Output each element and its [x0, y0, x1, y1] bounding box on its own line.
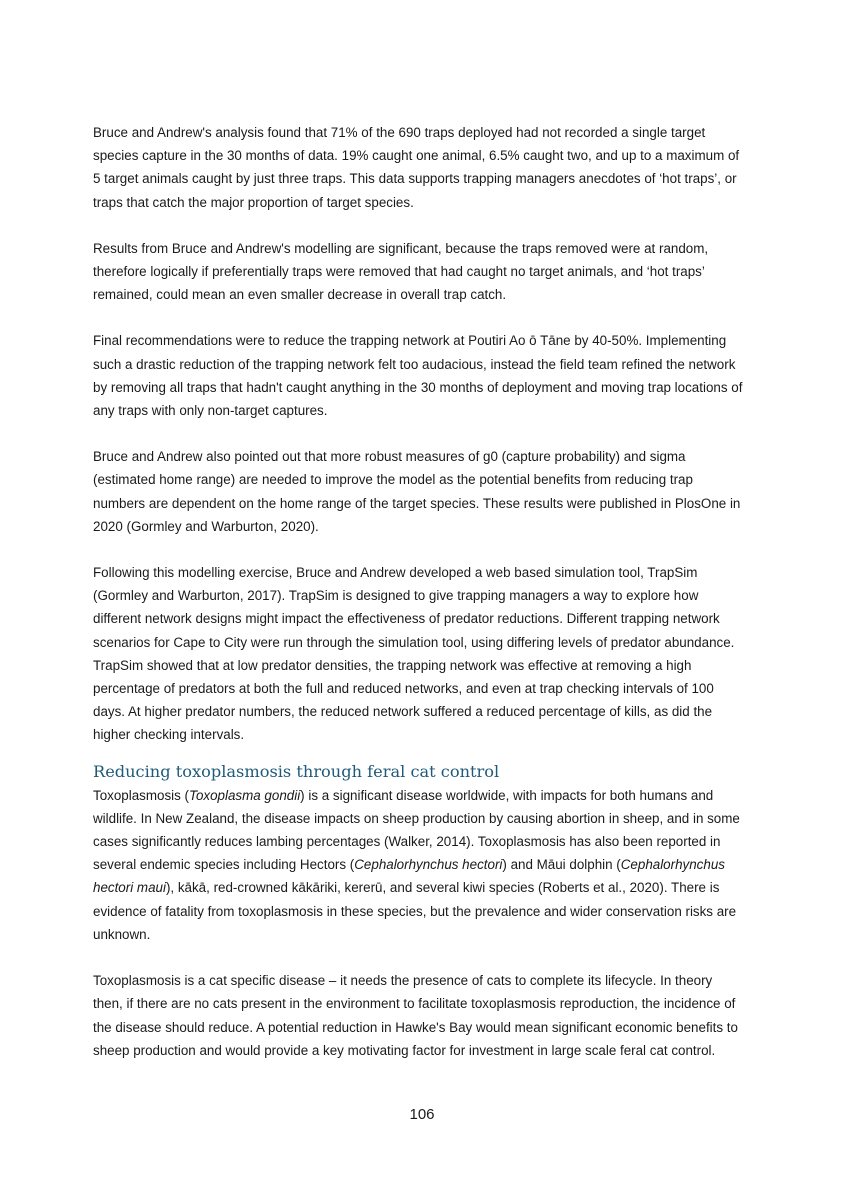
species-name-italic: Cephalorhynchus hectori — [354, 857, 503, 873]
section-paragraph-1 — [93, 784, 745, 946]
text-segment: ) and Māui dolphin ( — [502, 857, 621, 873]
paragraph-1-text: Bruce and Andrew's analysis found that 71% of the 690 traps deployed had not recorded a single target species capture in the 30 months of data. 19% caught one animal, 6.5% caught two, and up to a maximum of 5 target animals caught by just three traps. This data supports trapping managers anecdotes of ‘hot traps’, or traps that catch the major proportion of target species. — [93, 125, 740, 210]
paragraph-3-text: Final recommendations were to reduce the trapping network at Poutiri Ao ō Tāne by 40-50%. Implementing such a drastic reduction of the trapping network felt too audacious, instead the field team refined the network by removing all traps that hadn't caught anything in the 30 months of deployment and moving trap locations of any traps with only non-target captures. — [93, 333, 743, 419]
paragraph-4 — [93, 445, 745, 538]
document-page — [93, 121, 745, 1085]
paragraph-3 — [93, 329, 745, 422]
species-name-italic: Cephalorhynchus hectori maui — [93, 857, 725, 896]
body-paragraphs — [93, 121, 745, 747]
text-segment: Toxoplasmosis is a cat specific disease – it needs the presence of cats to complete its lifecycle. In theory then, if there are no cats present in the environment to facilitate toxoplasmosis reproduction, the incidence of the disease should reduce. A potential reduction in Hawke's Bay would mean significant economic benefits to sheep production and would provide a key motivating factor for investment in large scale feral cat control. — [93, 973, 738, 1058]
paragraph-1 — [93, 121, 745, 214]
section-heading: Reducing toxoplasmosis through feral cat control — [93, 761, 500, 781]
page-number: 106 — [409, 1106, 435, 1123]
paragraph-4-text: Bruce and Andrew also pointed out that more robust measures of g0 (capture probability) and sigma (estimated home range) are needed to improve the model as the potential benefits from reducing trap numbers are dependent on the home range of the target species. These results were published in PlosOne in 2020 (Gormley and Warburton, 2020). — [93, 449, 741, 534]
text-segment: Toxoplasmosis ( — [93, 787, 189, 803]
text-segment: ) is a significant disease worldwide, with impacts for both humans and wildlife. In New Zealand, the disease impacts on sheep production by causing abortion in sheep, and in some cases significantly reduces lambing percentages (Walker, 2014). Toxoplasmosis has also been reported in several endemic species including Hectors ( — [93, 787, 740, 873]
section-paragraph-2 — [93, 969, 745, 1062]
section-paragraphs — [93, 784, 745, 1062]
paragraph-2-text: Results from Bruce and Andrew's modelling are significant, because the traps removed were at random, therefore logically if preferentially traps were removed that had caught no target animals, and ‘hot traps’ remained, could mean an even smaller decrease in overall trap catch. — [93, 240, 709, 303]
paragraph-5 — [93, 561, 745, 747]
species-name-italic: Toxoplasma gondii — [189, 787, 301, 803]
paragraph-5-text: Following this modelling exercise, Bruce and Andrew developed a web based simulation tool, TrapSim (Gormley and Warburton, 2017). TrapSim is designed to give trapping managers a way to explore how different network designs might impact the effectiveness of predator reductions. Different trapping network scenarios for Cape to City were run through the simulation tool, using differing levels of predator abundance. TrapSim showed that at low predator densities, the trapping network was effective at removing a high percentage of predators at both the full and reduced networks, and even at trap checking intervals of 100 days. At higher predator numbers, the reduced network suffered a reduced percentage of kills, as did the higher checking intervals. — [93, 565, 735, 743]
paragraph-2 — [93, 237, 745, 307]
text-segment: ), kākā, red-crowned kākāriki, kererū, and several kiwi species (Roberts et al., 2020). There is evidence of fatality from toxoplasmosis in these species, but the prevalence and wider conservation risks are unknown. — [93, 880, 737, 942]
